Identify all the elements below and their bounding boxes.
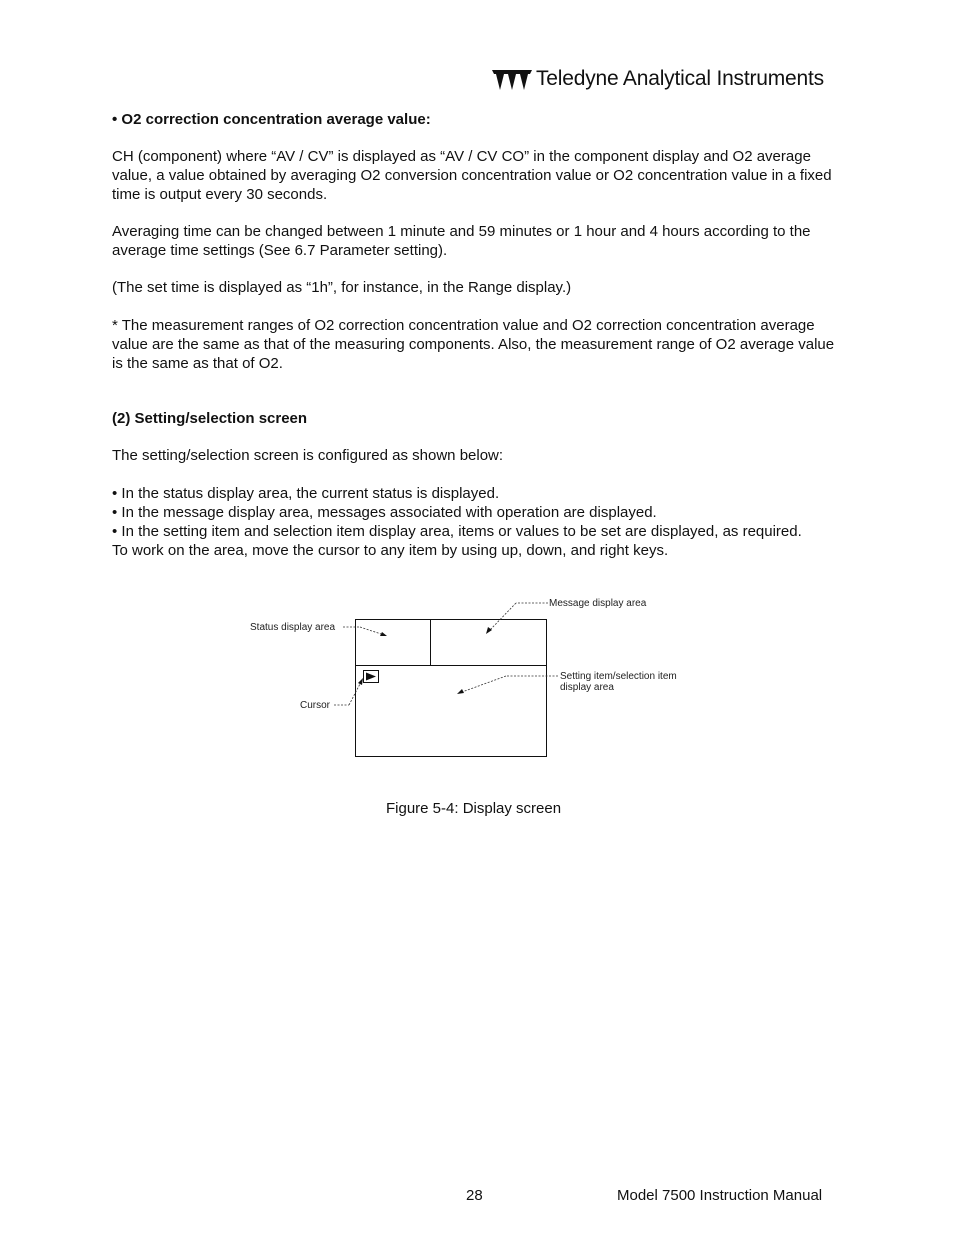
label-cursor: Cursor	[300, 700, 331, 711]
o2-average-paragraph-4: * The measurement ranges of O2 correction concentration value and O2 correction concentration average value are the same as that of the measuring components. Also, the measurement range of O2 average value is the same as that of O2.	[112, 317, 835, 372]
o2-average-paragraph-3: (The set time is displayed as “1h”, for instance, in the Range display.)	[112, 279, 572, 296]
label-setting-area-line1: Setting item/selection item	[560, 671, 677, 682]
bullet-status: • In the status display area, the current status is displayed.	[112, 485, 500, 502]
o2-average-heading: • O2 correction concentration average value:	[112, 111, 431, 128]
display-screen-diagram	[240, 592, 700, 762]
label-setting-area-line2: display area	[560, 682, 614, 693]
bullet-message: • In the message display area, messages associated with operation are displayed.	[112, 504, 657, 521]
setting-screen-heading: (2) Setting/selection screen	[112, 410, 308, 427]
bullet-setting: • In the setting item and selection item display area, items or values to be set are displayed, as required.	[112, 523, 802, 540]
manual-title: Model 7500 Instruction Manual	[617, 1187, 823, 1204]
status-arrowhead-icon	[380, 632, 387, 636]
setting-pointer-line	[462, 676, 506, 692]
bullet-cursor-note: To work on the area, move the cursor to any item by using up, down, and right keys.	[112, 542, 669, 559]
teledyne-logo-icon	[490, 66, 534, 92]
cursor-arrowhead-icon	[358, 678, 363, 685]
status-pointer-line	[360, 627, 384, 635]
message-arrowhead-icon	[486, 627, 492, 634]
o2-average-paragraph-2: Averaging time can be changed between 1 minute and 59 minutes or 1 hour and 4 hours according to the average time settings (See 6.7 Parameter setting).	[112, 223, 811, 259]
company-name: Teledyne Analytical Instruments	[536, 67, 824, 90]
setting-screen-intro: The setting/selection screen is configured as shown below:	[112, 447, 504, 464]
message-pointer-line	[490, 603, 516, 630]
setting-arrowhead-icon	[457, 689, 464, 694]
figure-caption: Figure 5-4: Display screen	[386, 800, 562, 817]
label-status-display-area: Status display area	[250, 622, 336, 633]
label-message-display-area: Message display area	[549, 598, 647, 609]
screen-outline	[356, 620, 547, 757]
page-number: 28	[466, 1187, 483, 1204]
cursor-arrow-icon	[366, 673, 376, 681]
setting-screen-bullets	[112, 484, 847, 560]
o2-average-paragraph-1: CH (component) where “AV / CV” is displayed as “AV / CV CO” in the component display and O2 average value, a value obtained by averaging O2 conversion concentration value or O2 concentration value in a fixed time is output every 30 seconds.	[112, 148, 832, 203]
page-header	[490, 64, 850, 94]
